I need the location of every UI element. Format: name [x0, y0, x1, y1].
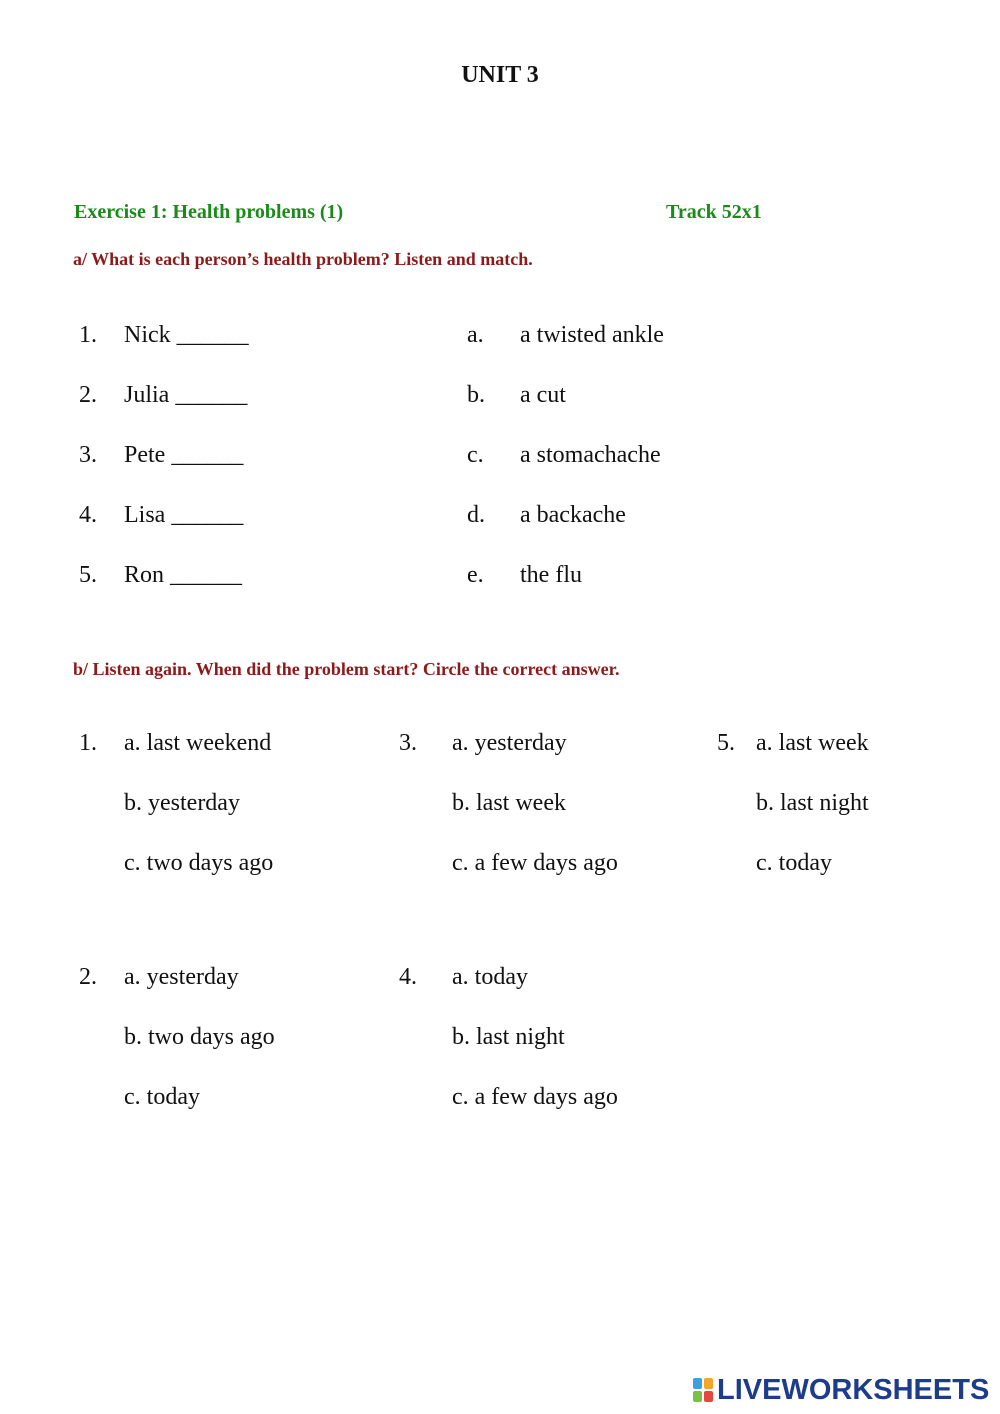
logo-block	[693, 1378, 702, 1389]
person-blank[interactable]: Nick ______	[124, 322, 249, 348]
problem-text: a stomachache	[520, 442, 661, 468]
logo-block	[704, 1391, 713, 1402]
answer-option[interactable]: a. yesterday	[452, 730, 567, 756]
item-number: 5.	[79, 562, 97, 588]
answer-option[interactable]: c. today	[124, 1084, 200, 1110]
answer-option[interactable]: c. a few days ago	[452, 1084, 618, 1110]
answer-option[interactable]: a. yesterday	[124, 964, 239, 990]
person-blank[interactable]: Julia ______	[124, 382, 248, 408]
item-number: 1.	[79, 322, 97, 348]
logo-block	[693, 1391, 702, 1402]
page-title: UNIT 3	[461, 62, 539, 88]
option-letter: e.	[467, 562, 484, 588]
problem-text: a cut	[520, 382, 566, 408]
item-number: 3.	[79, 442, 97, 468]
option-letter: a.	[467, 322, 484, 348]
question-number: 4.	[399, 964, 417, 990]
part-a-instruction: a/ What is each person’s health problem? Listen and match.	[73, 249, 533, 269]
person-blank[interactable]: Lisa ______	[124, 502, 244, 528]
logo-text: LIVEWORKSHEETS	[717, 1373, 990, 1406]
answer-option[interactable]: c. a few days ago	[452, 850, 618, 876]
answer-option[interactable]: c. today	[756, 850, 832, 876]
option-letter: c.	[467, 442, 484, 468]
answer-option[interactable]: b. last night	[452, 1024, 565, 1050]
track-label: Track 52x1	[666, 201, 762, 223]
logo-block	[704, 1378, 713, 1389]
part-b-instruction: b/ Listen again. When did the problem start? Circle the correct answer.	[73, 659, 620, 679]
logo-blocks-icon	[692, 1377, 714, 1403]
answer-option[interactable]: c. two days ago	[124, 850, 274, 876]
problem-text: a backache	[520, 502, 626, 528]
question-number: 2.	[79, 964, 97, 990]
answer-option[interactable]: b. last night	[756, 790, 869, 816]
person-blank[interactable]: Pete ______	[124, 442, 244, 468]
problem-text: a twisted ankle	[520, 322, 664, 348]
answer-option[interactable]: a. last weekend	[124, 730, 272, 756]
item-number: 4.	[79, 502, 97, 528]
answer-option[interactable]: b. two days ago	[124, 1024, 275, 1050]
answer-option[interactable]: b. yesterday	[124, 790, 240, 816]
option-letter: d.	[467, 502, 485, 528]
answer-option[interactable]: a. last week	[756, 730, 869, 756]
liveworksheets-logo	[692, 1374, 989, 1406]
answer-option[interactable]: a. today	[452, 964, 528, 990]
answer-option[interactable]: b. last week	[452, 790, 566, 816]
exercise-title: Exercise 1: Health problems (1)	[74, 201, 344, 223]
problem-text: the flu	[520, 562, 582, 588]
item-number: 2.	[79, 382, 97, 408]
question-number: 1.	[79, 730, 97, 756]
person-blank[interactable]: Ron ______	[124, 562, 243, 588]
option-letter: b.	[467, 382, 485, 408]
question-number: 3.	[399, 730, 417, 756]
question-number: 5.	[717, 730, 735, 756]
